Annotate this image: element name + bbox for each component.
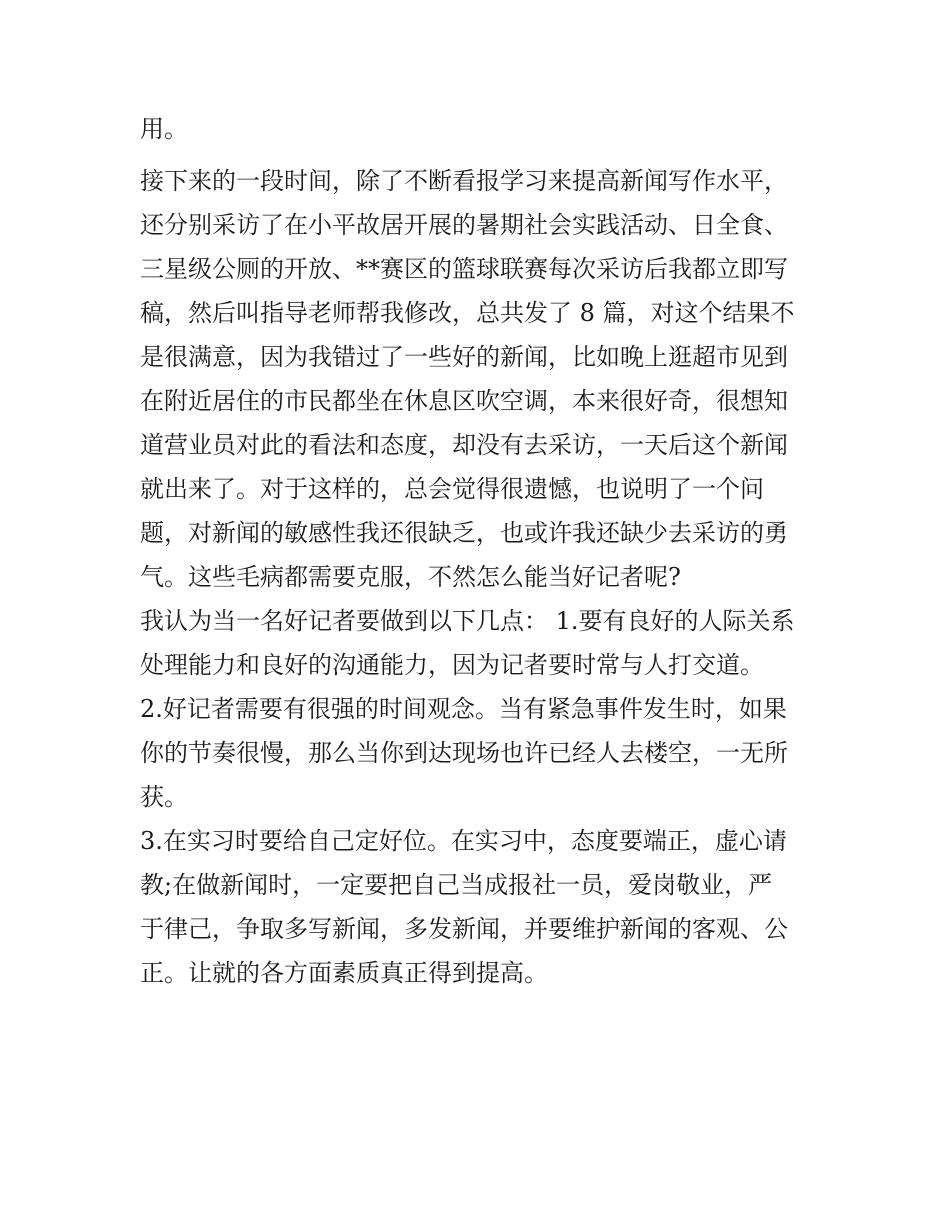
text-line: 于律己，争取多写新闻，多发新闻，并要维护新闻的客观、公 — [140, 915, 788, 943]
text-line: 我认为当一名好记者要做到以下几点： 1.要有良好的人际关系 — [140, 607, 795, 635]
text-line: 道营业员对此的看法和态度，却没有去采访，一天后这个新闻 — [140, 431, 788, 459]
text-line: 还分别采访了在小平故居开展的暑期社会实践活动、日全食、 — [140, 211, 788, 239]
text-line: 稿，然后叫指导老师帮我修改，总共发了 8 篇，对这个结果不 — [140, 299, 795, 327]
text-line: 处理能力和良好的沟通能力，因为记者要时常与人打交道。 — [140, 651, 764, 679]
text-line: 用。 — [140, 115, 188, 143]
text-line: 接下来的一段时间，除了不断看报学习来提高新闻写作水平， — [140, 167, 788, 195]
text-line: 2.好记者需要有很强的时间观念。当有紧急事件发生时，如果 — [140, 695, 787, 723]
text-line: 气。这些毛病都需要克服，不然怎么能当好记者呢? — [140, 563, 681, 591]
text-line: 教;在做新闻时，一定要把自己当成报社一员，爱岗敬业，严 — [140, 871, 773, 899]
text-line: 正。让就的各方面素质真正得到提高。 — [140, 959, 548, 987]
text-line: 是很满意，因为我错过了一些好的新闻，比如晚上逛超市见到 — [140, 343, 788, 371]
text-line: 3.在实习时要给自己定好位。在实习中，态度要端正，虚心请 — [140, 827, 787, 855]
text-line: 三星级公厕的开放、**赛区的篮球联赛每次采访后我都立即写 — [140, 255, 788, 283]
text-line: 题，对新闻的敏感性我还很缺乏，也或许我还缺少去采访的勇 — [140, 519, 788, 547]
text-line: 你的节奏很慢，那么当你到达现场也许已经人去楼空，一无所 — [140, 739, 788, 767]
text-line: 获。 — [140, 783, 188, 811]
text-line: 在附近居住的市民都坐在休息区吹空调，本来很好奇，很想知 — [140, 387, 788, 415]
text-line: 就出来了。对于这样的，总会觉得很遗憾，也说明了一个问 — [140, 475, 764, 503]
